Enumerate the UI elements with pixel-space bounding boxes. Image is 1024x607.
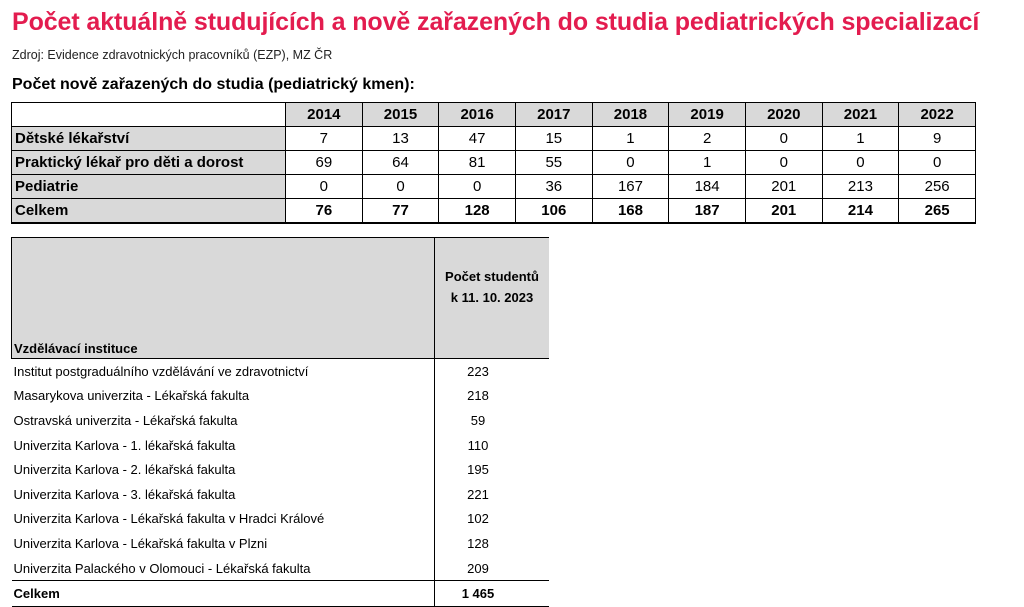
table-cell: 77 xyxy=(362,199,439,224)
student-count-header-line2: k 11. 10. 2023 xyxy=(450,290,534,305)
institution-name: Univerzita Palackého v Olomouci - Lékařská fakulta xyxy=(12,556,435,581)
year-header: 2019 xyxy=(669,103,746,127)
header-corner-cell xyxy=(12,103,286,127)
table-cell: 47 xyxy=(439,127,516,151)
institution-name: Univerzita Karlova - Lékařská fakulta v Plzni xyxy=(12,531,435,556)
students-by-institution-table xyxy=(11,237,549,607)
table-cell: 15 xyxy=(515,127,592,151)
table-cell: 0 xyxy=(822,151,899,175)
year-header: 2021 xyxy=(822,103,899,127)
table-cell: 13 xyxy=(362,127,439,151)
row-label: Praktický lékař pro děti a dorost xyxy=(12,151,286,175)
table-total-row xyxy=(12,581,550,607)
institution-column-header: Vzdělávací instituce xyxy=(12,238,435,359)
table-cell: 128 xyxy=(439,199,516,224)
institution-name: Ostravská univerzita - Lékařská fakulta xyxy=(12,408,435,433)
table-total-row xyxy=(12,199,976,224)
student-count: 110 xyxy=(467,437,489,453)
table-row xyxy=(12,359,550,384)
year-header: 2018 xyxy=(592,103,669,127)
table-cell: 168 xyxy=(592,199,669,224)
table-row xyxy=(12,127,976,151)
table-cell: 81 xyxy=(439,151,516,175)
table-cell: 64 xyxy=(362,151,439,175)
year-header: 2020 xyxy=(745,103,822,127)
table-cell: 0 xyxy=(745,151,822,175)
table-row xyxy=(12,531,550,556)
section-subtitle: Počet nově zařazených do studia (pediatrický kmen): xyxy=(12,76,415,93)
table-cell: 7 xyxy=(286,127,363,151)
total-count: 1 465 xyxy=(435,581,550,607)
year-header: 2016 xyxy=(439,103,516,127)
table-cell: 36 xyxy=(515,175,592,199)
table-cell: 0 xyxy=(286,175,363,199)
institution-name: Univerzita Karlova - 3. lékařská fakulta xyxy=(12,482,435,507)
row-label: Celkem xyxy=(12,199,286,224)
table-row xyxy=(12,384,550,409)
table-cell: 69 xyxy=(286,151,363,175)
student-count-column-header xyxy=(435,238,550,359)
table-row xyxy=(12,408,550,433)
table-cell: 1 xyxy=(669,151,746,175)
table-cell: 106 xyxy=(515,199,592,224)
table-cell: 0 xyxy=(362,175,439,199)
table-row xyxy=(12,556,550,581)
table-cell: 9 xyxy=(899,127,976,151)
source-note: Zdroj: Evidence zdravotnických pracovníků (EZP), MZ ČR xyxy=(12,48,333,62)
table-cell: 0 xyxy=(592,151,669,175)
table-cell: 214 xyxy=(822,199,899,224)
table-cell: 1 xyxy=(592,127,669,151)
table-cell: 201 xyxy=(745,199,822,224)
page-title: Počet aktuálně studujících a nově zařazených do studia pediatrických specializací xyxy=(12,8,980,36)
student-count: 128 xyxy=(467,535,489,551)
table-cell: 213 xyxy=(822,175,899,199)
year-header-row xyxy=(12,103,976,127)
institution-header-row xyxy=(12,238,550,359)
row-label: Pediatrie xyxy=(12,175,286,199)
table-cell: 184 xyxy=(669,175,746,199)
new-enrollment-table xyxy=(11,102,976,224)
student-count: 223 xyxy=(467,363,489,379)
institution-name: Univerzita Karlova - 1. lékařská fakulta xyxy=(12,433,435,458)
institution-name: Univerzita Karlova - Lékařská fakulta v Hradci Králové xyxy=(12,507,435,532)
table-cell: 187 xyxy=(669,199,746,224)
table-cell: 1 xyxy=(822,127,899,151)
table-cell: 2 xyxy=(669,127,746,151)
year-header: 2015 xyxy=(362,103,439,127)
table-cell: 167 xyxy=(592,175,669,199)
year-header: 2017 xyxy=(515,103,592,127)
table-cell: 265 xyxy=(899,199,976,224)
year-header: 2014 xyxy=(286,103,363,127)
student-count-header-line1: Počet studentů xyxy=(445,269,539,284)
institution-name: Institut postgraduálního vzdělávání ve zdravotnictví xyxy=(12,359,435,384)
row-label: Dětské lékařství xyxy=(12,127,286,151)
student-count: 195 xyxy=(467,462,489,478)
table-cell: 201 xyxy=(745,175,822,199)
total-label: Celkem xyxy=(12,581,435,607)
table-row xyxy=(12,457,550,482)
table-cell: 55 xyxy=(515,151,592,175)
table-cell: 0 xyxy=(899,151,976,175)
table-row xyxy=(12,175,976,199)
student-count: 218 xyxy=(467,388,489,404)
table-cell: 256 xyxy=(899,175,976,199)
institution-name: Masarykova univerzita - Lékařská fakulta xyxy=(12,384,435,409)
table-cell: 76 xyxy=(286,199,363,224)
table-row xyxy=(12,433,550,458)
table-row xyxy=(12,507,550,532)
table-cell: 0 xyxy=(439,175,516,199)
table-cell: 0 xyxy=(745,127,822,151)
table-row xyxy=(12,482,550,507)
institution-name: Univerzita Karlova - 2. lékařská fakulta xyxy=(12,457,435,482)
year-header: 2022 xyxy=(899,103,976,127)
table-row xyxy=(12,151,976,175)
student-count: 59 xyxy=(470,412,486,428)
student-count: 209 xyxy=(467,560,489,576)
student-count: 102 xyxy=(467,511,489,527)
student-count: 221 xyxy=(467,486,489,502)
